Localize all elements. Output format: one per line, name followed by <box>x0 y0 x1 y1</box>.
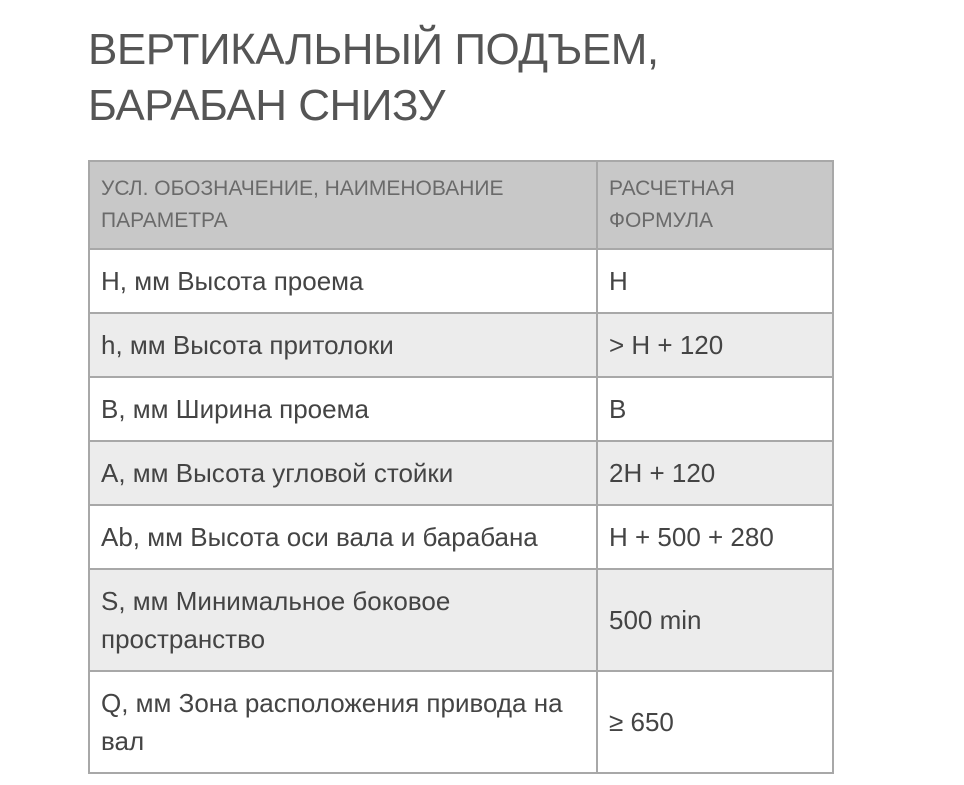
param-cell: Q, мм Зона расположения привода на вал <box>89 671 597 773</box>
param-cell: A, мм Высота угловой стойки <box>89 441 597 505</box>
header-param: УСЛ. ОБОЗНАЧЕНИЕ, НАИМЕНОВАНИЕ ПАРАМЕТРА <box>89 161 597 249</box>
page-title-line-2: БАРАБАН СНИЗУ <box>88 81 445 130</box>
page-title-line-1: ВЕРТИКАЛЬНЫЙ ПОДЪЕМ, <box>88 25 659 74</box>
param-cell: H, мм Высота проема <box>89 249 597 313</box>
formula-cell: > H + 120 <box>597 313 833 377</box>
param-cell: B, мм Ширина проема <box>89 377 597 441</box>
formula-cell: 2H + 120 <box>597 441 833 505</box>
table-row <box>89 249 833 313</box>
page-title <box>88 22 659 134</box>
formula-cell: ≥ 650 <box>597 671 833 773</box>
table-row <box>89 313 833 377</box>
table-row <box>89 569 833 671</box>
formula-cell: H <box>597 249 833 313</box>
table-row <box>89 505 833 569</box>
param-cell: S, мм Минимальное боковое пространство <box>89 569 597 671</box>
table-row <box>89 377 833 441</box>
table-header-row <box>89 161 833 249</box>
header-formula: РАСЧЕТНАЯ ФОРМУЛА <box>597 161 833 249</box>
formula-cell: H + 500 + 280 <box>597 505 833 569</box>
param-cell: h, мм Высота притолоки <box>89 313 597 377</box>
formula-cell: B <box>597 377 833 441</box>
formula-cell: 500 min <box>597 569 833 671</box>
param-cell: Ab, мм Высота оси вала и барабана <box>89 505 597 569</box>
table-row <box>89 441 833 505</box>
parameters-table <box>88 160 834 774</box>
table-row <box>89 671 833 773</box>
